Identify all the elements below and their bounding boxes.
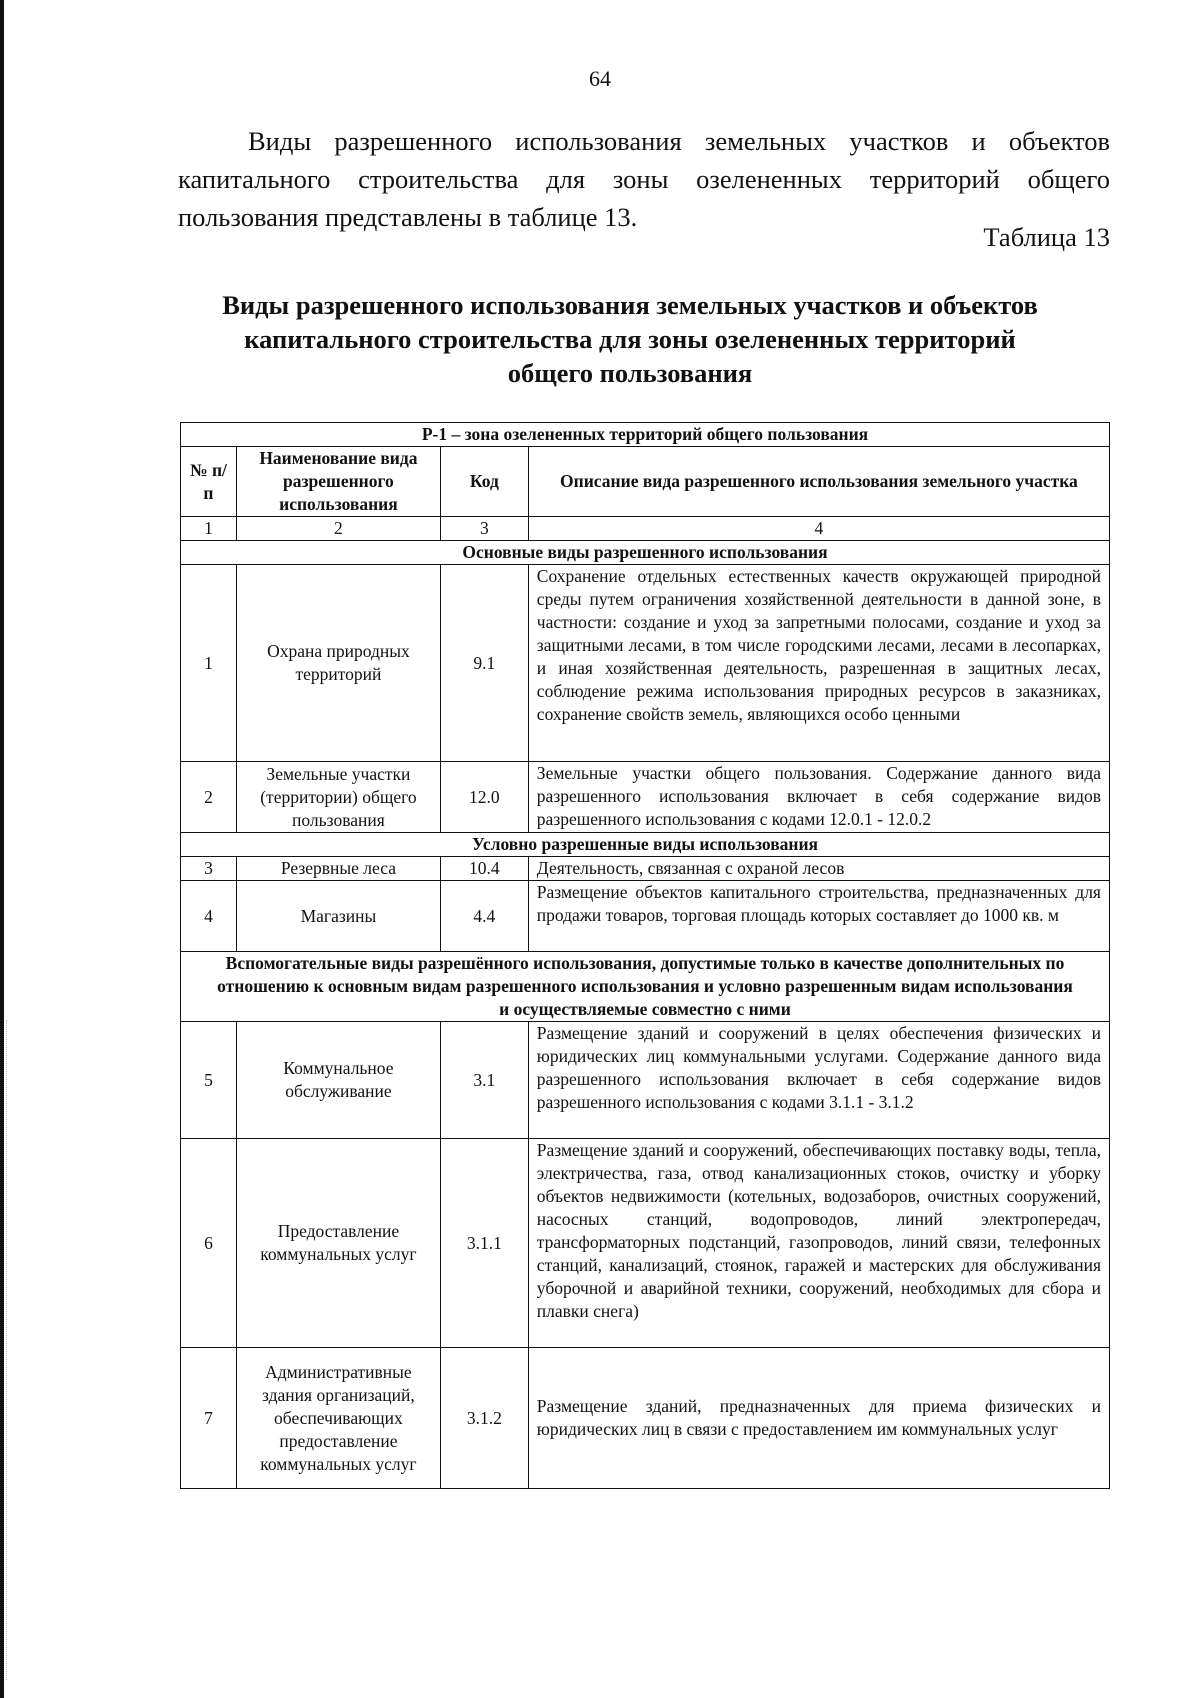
- section-row-conditional: [181, 833, 1110, 857]
- table-row: [181, 762, 1110, 833]
- row-desc: Земельные участки общего пользования. Содержание данного вида разрешенного использования включает в себя содержание видов разрешенного использования с кодами 12.0.1 - 12.0.2: [528, 762, 1109, 833]
- intro-paragraph: Виды разрешенного использования земельных участков и объектов капитального строительства для зоны озелененных территорий общего пользования представлены в таблице 13.: [178, 126, 1110, 232]
- section-row-main: [181, 541, 1110, 565]
- row-code: 3.1.1: [440, 1139, 528, 1348]
- row-desc: Размещение объектов капитального строительства, предназначенных для продажи товаров, торговая площадь которых составляет до 1000 кв. м: [528, 881, 1109, 952]
- column-index-row: [181, 517, 1110, 541]
- row-name: Административные здания организаций, обеспечивающих предоставление коммунальных услуг: [236, 1348, 440, 1489]
- header-code: Код: [440, 447, 528, 517]
- section-conditional-label: Условно разрешенные виды использования: [181, 833, 1110, 857]
- row-desc: Сохранение отдельных естественных качеств окружающей природной среды путем ограничения хозяйственной деятельности в данной зоне, в частности: создание и уход за запретными полосами, создание и уход за защитными лесами, в том числе городскими лесами, лесами в лесопарках, и иная хозяйственная деятельность, разрешенная в защитных лесах, соблюдение режима использования природных ресурсов в заказниках, сохранение свойств земель, являющихся особо ценными: [528, 565, 1109, 762]
- title-line: капитального строительства для зоны озелененных территорий: [244, 324, 1016, 354]
- document-title: [150, 288, 1110, 390]
- row-num: 7: [181, 1348, 237, 1489]
- row-name: Магазины: [236, 881, 440, 952]
- index-cell: 1: [181, 517, 237, 541]
- row-name: Коммунальное обслуживание: [236, 1022, 440, 1139]
- row-num: 2: [181, 762, 237, 833]
- table-caption: Таблица 13: [983, 222, 1110, 252]
- page-number: 64: [589, 66, 611, 91]
- header-desc: Описание вида разрешенного использования земельного участка: [528, 447, 1109, 517]
- row-code: 3.1: [440, 1022, 528, 1139]
- row-name: Предоставление коммунальных услуг: [236, 1139, 440, 1348]
- section-row-auxiliary: [181, 952, 1110, 1022]
- row-desc: Деятельность, связанная с охраной лесов: [528, 857, 1109, 881]
- row-code: 12.0: [440, 762, 528, 833]
- land-use-table: [180, 422, 1110, 1489]
- row-name: Охрана природных территорий: [236, 565, 440, 762]
- zone-header-cell: Р-1 – зона озелененных территорий общего пользования: [181, 423, 1110, 447]
- table-row: [181, 565, 1110, 762]
- title-line: общего пользования: [507, 358, 753, 388]
- row-code: 10.4: [440, 857, 528, 881]
- row-name: Резервные леса: [236, 857, 440, 881]
- row-num: 6: [181, 1139, 237, 1348]
- row-num: 1: [181, 565, 237, 762]
- scan-edge-line: [0, 0, 4, 1698]
- row-num: 4: [181, 881, 237, 952]
- table-row: [181, 881, 1110, 952]
- table-row: [181, 1348, 1110, 1489]
- table-row: [181, 857, 1110, 881]
- row-desc: Размещение зданий и сооружений в целях обеспечения физических и юридических лиц коммунальными услугами. Содержание данного вида разрешенного использования включает в себя содержание видов разрешенного использования с кодами 3.1.1 - 3.1.2: [528, 1022, 1109, 1139]
- section-auxiliary-label: Вспомогательные виды разрешённого использования, допустимые только в качестве дополнительных по отношению к основным видам разрешенного использования и условно разрешенным видам использования и осуществляемые совместно с ними: [181, 952, 1110, 1022]
- table-row: [181, 1139, 1110, 1348]
- header-num: № п/п: [181, 447, 237, 517]
- header-name: Наименование вида разрешенного использования: [236, 447, 440, 517]
- scan-dotted-margin: [6, 1020, 8, 1680]
- table-row: [181, 1022, 1110, 1139]
- row-desc: Размещение зданий, предназначенных для приема физических и юридических лиц в связи с предоставлением им коммунальных услуг: [528, 1348, 1109, 1489]
- row-num: 5: [181, 1022, 237, 1139]
- row-desc: Размещение зданий и сооружений, обеспечивающих поставку воды, тепла, электричества, газа, отвод канализационных стоков, очистку и уборку объектов недвижимости (котельных, водозаборов, очистных сооружений, насосных станций, водопроводов, линий электропередач, трансформаторных подстанций, газопроводов, линий связи, телефонных станций, канализаций, стоянок, гаражей и мастерских для обслуживания уборочной и аварийной техники, сооружений, необходимых для сбора и плавки снега): [528, 1139, 1109, 1348]
- section-main-label: Основные виды разрешенного использования: [181, 541, 1110, 565]
- row-code: 3.1.2: [440, 1348, 528, 1489]
- index-cell: 4: [528, 517, 1109, 541]
- zone-header-row: [181, 423, 1110, 447]
- row-code: 9.1: [440, 565, 528, 762]
- index-cell: 3: [440, 517, 528, 541]
- row-code: 4.4: [440, 881, 528, 952]
- row-num: 3: [181, 857, 237, 881]
- index-cell: 2: [236, 517, 440, 541]
- column-header-row: [181, 447, 1110, 517]
- row-name: Земельные участки (территории) общего пользования: [236, 762, 440, 833]
- title-line: Виды разрешенного использования земельных участков и объектов: [222, 290, 1038, 320]
